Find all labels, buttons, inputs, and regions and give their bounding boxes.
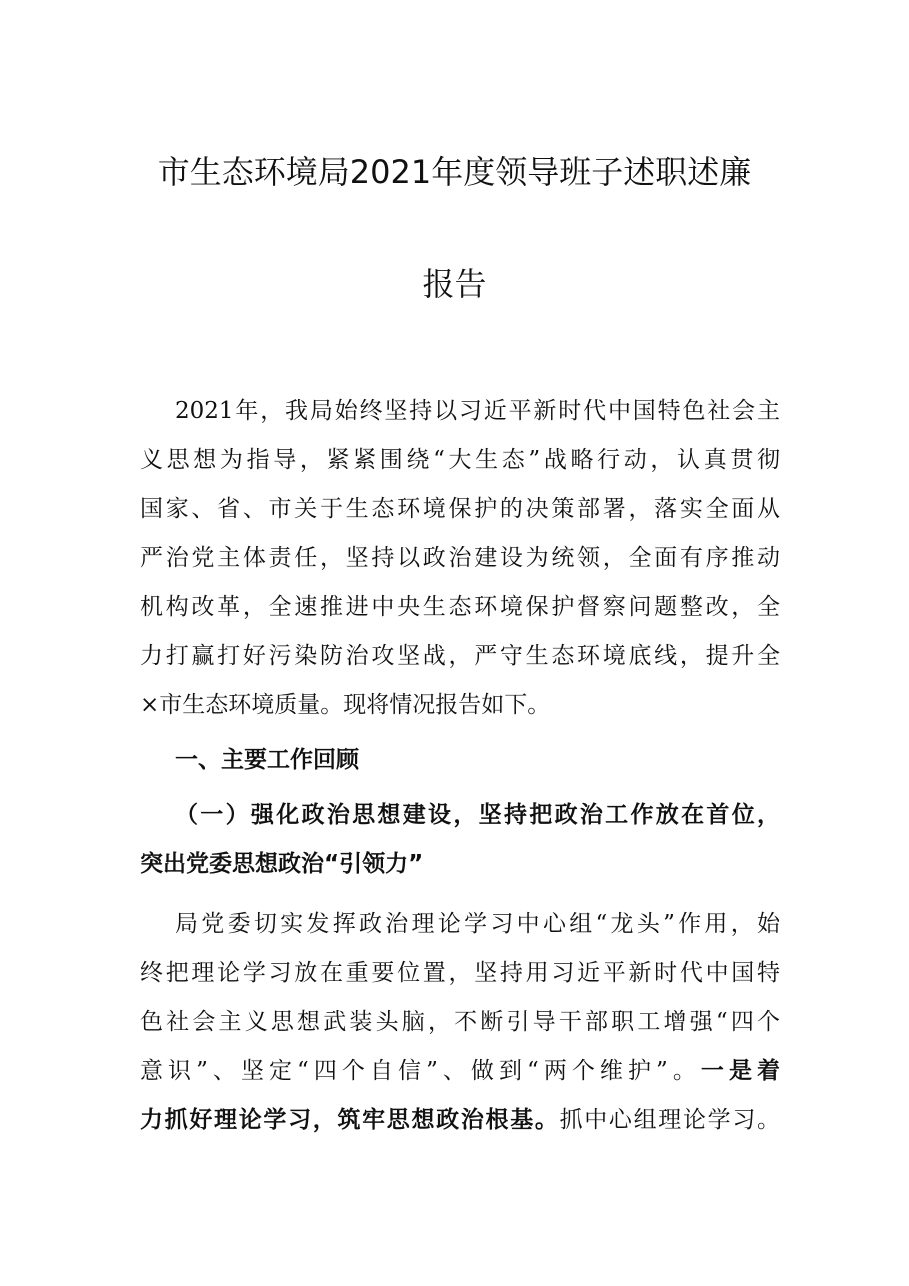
subsection-heading-1-line-2: 突出党委思想政治“引领力” <box>140 851 424 877</box>
subsection-heading-1-line-1: （一）强化政治思想建设，坚持把政治工作放在首位， <box>175 802 780 828</box>
para2-line-5-text: 抓中心组理论学习。 <box>559 1107 781 1133</box>
para2-line-3: 色社会主义思想武装头脑，不断引导干部职工增强“四个 <box>140 1009 780 1035</box>
intro-line-7: ×市生态环境质量。现将情况报告如下。 <box>140 692 551 718</box>
intro-line-1: 2021年，我局始终坚持以习近平新时代中国特色社会主 <box>175 398 780 424</box>
intro-line-3: 国家、省、市关于生态环境保护的决策部署，落实全面从 <box>140 496 780 522</box>
para2-line-4 <box>140 1055 780 1087</box>
intro-line-4: 严治党主体责任，坚持以政治建设为统领，全面有序推动 <box>140 545 780 571</box>
intro-line-5: 机构改革，全速推进中央生态环境保护督察问题整改，全 <box>140 594 780 620</box>
intro-line-2: 义思想为指导，紧紧围绕“大生态”战略行动，认真贯彻 <box>140 447 780 473</box>
para2-line-4-text: 意识”、坚定“四个自信”、做到“两个维护”。 <box>140 1058 701 1084</box>
document-title-line-2: 报告 <box>422 265 487 303</box>
para2-line-5 <box>140 1104 780 1136</box>
para2-line-5-bold: 力抓好理论学习，筑牢思想政治根基。 <box>140 1107 560 1133</box>
intro-line-6: 力打赢打好污染防治攻坚战，严守生态环境底线，提升全 <box>140 643 780 669</box>
para2-line-2: 终把理论学习放在重要位置，坚持用习近平新时代中国特 <box>140 960 780 986</box>
para2-line-1: 局党委切实发挥政治理论学习中心组“龙头”作用，始 <box>175 911 780 937</box>
document-title-line-1: 市生态环境局2021年度领导班子述职述廉 <box>157 153 752 191</box>
para2-line-4-bold: 一是着 <box>700 1058 781 1084</box>
section-heading-1: 一、主要工作回顾 <box>175 747 359 773</box>
